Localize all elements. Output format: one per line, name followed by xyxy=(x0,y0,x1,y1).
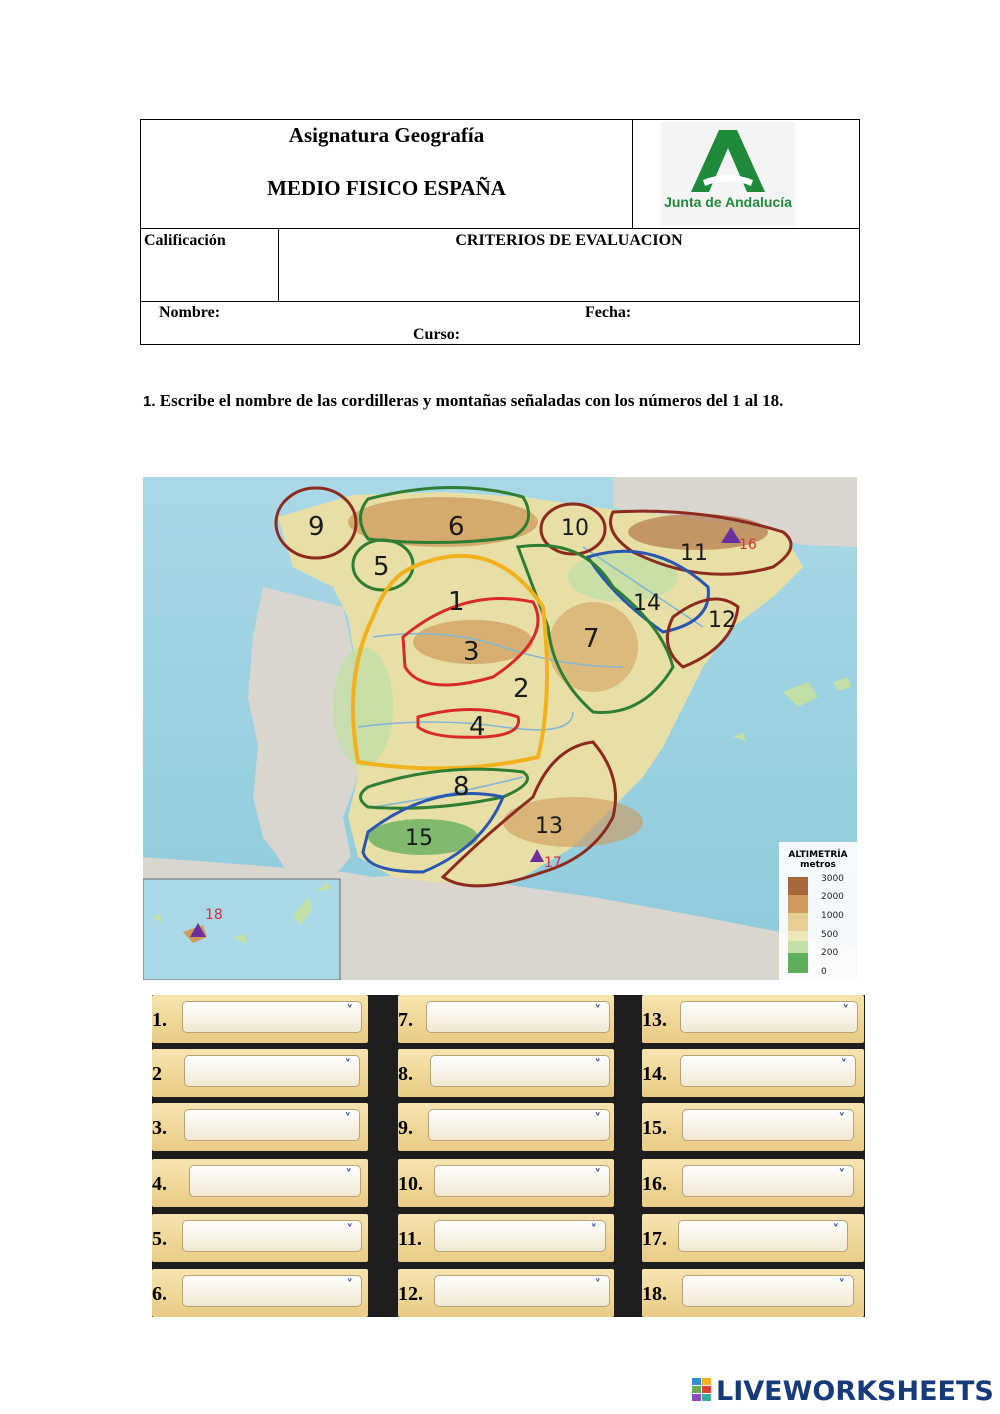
criteria-label: CRITERIOS DE EVALUACION xyxy=(455,232,683,249)
course-label: Curso: xyxy=(413,326,461,343)
spain-relief-map xyxy=(143,477,857,980)
answer-14-dropdown[interactable] xyxy=(680,1055,856,1087)
answer-row-1 xyxy=(152,995,368,1043)
region-label: 15 xyxy=(405,826,433,851)
answer-row-5 xyxy=(152,1214,368,1262)
answer-row-13 xyxy=(642,995,864,1043)
answer-15-dropdown[interactable] xyxy=(682,1109,854,1141)
answer-number: 2 xyxy=(152,1063,162,1085)
worksheet-title: MEDIO FISICO ESPAÑA xyxy=(267,176,506,200)
junta-logo-icon xyxy=(689,128,767,194)
answer-number: 16. xyxy=(642,1173,667,1195)
answer-number: 8. xyxy=(398,1063,413,1085)
answer-row-16 xyxy=(642,1159,864,1207)
region-label: 6 xyxy=(448,512,465,542)
answer-number: 15. xyxy=(642,1117,667,1139)
answer-number: 14. xyxy=(642,1063,667,1085)
chevron-down-icon: ˅ xyxy=(594,1058,601,1073)
peak-label: 16 xyxy=(739,537,757,553)
legend-tick: 0 xyxy=(821,967,827,977)
chevron-down-icon: ˅ xyxy=(590,1223,597,1238)
title-cell xyxy=(141,120,633,228)
chevron-down-icon: ˅ xyxy=(346,1004,353,1019)
answer-number: 18. xyxy=(642,1283,667,1305)
legend-tick: 200 xyxy=(821,948,839,958)
chevron-down-icon: ˅ xyxy=(344,1112,351,1127)
liveworksheets-brand: LIVEWORKSHEETS xyxy=(716,1376,994,1407)
answer-13-dropdown[interactable] xyxy=(680,1001,858,1033)
chevron-down-icon: ˅ xyxy=(344,1058,351,1073)
answer-9-dropdown[interactable] xyxy=(428,1109,610,1141)
region-label: 14 xyxy=(633,591,661,616)
answer-row-12 xyxy=(398,1269,614,1317)
chevron-down-icon: ˅ xyxy=(842,1004,849,1019)
peak-label: 18 xyxy=(205,907,223,923)
answer-6-dropdown[interactable] xyxy=(182,1275,362,1307)
answer-number: 6. xyxy=(152,1283,167,1305)
answer-number: 12. xyxy=(398,1283,423,1305)
legend-swatch xyxy=(788,941,808,953)
chevron-down-icon: ˅ xyxy=(838,1168,845,1183)
question-1 xyxy=(143,390,863,413)
answer-3-dropdown[interactable] xyxy=(184,1109,360,1141)
answer-4-dropdown[interactable] xyxy=(189,1165,361,1197)
map-svg xyxy=(143,477,857,980)
answer-5-dropdown[interactable] xyxy=(182,1220,362,1252)
answer-row-2 xyxy=(152,1049,368,1097)
answer-10-dropdown[interactable] xyxy=(434,1165,610,1197)
answer-row-11 xyxy=(398,1214,614,1262)
answer-row-4 xyxy=(152,1159,368,1207)
date-label: Fecha: xyxy=(585,304,632,321)
grade-cell xyxy=(141,228,279,301)
region-label: 7 xyxy=(583,624,600,654)
region-label: 13 xyxy=(535,814,563,839)
region-label: 12 xyxy=(708,608,736,633)
answer-number: 11. xyxy=(398,1228,422,1250)
legend-tick: 1000 xyxy=(821,911,844,921)
answer-number: 1. xyxy=(152,1009,167,1031)
answer-number: 7. xyxy=(398,1009,413,1031)
region-label: 3 xyxy=(463,637,480,667)
region-label: 8 xyxy=(453,772,470,802)
legend-swatch xyxy=(788,931,808,941)
legend-tick: 500 xyxy=(821,930,839,940)
answer-number: 3. xyxy=(152,1117,167,1139)
region-label: 1 xyxy=(448,587,465,617)
answer-16-dropdown[interactable] xyxy=(682,1165,854,1197)
legend-title: ALTIMETRÍA xyxy=(788,850,848,860)
header-row-title xyxy=(141,120,859,229)
region-label: 10 xyxy=(561,516,589,541)
answer-row-15 xyxy=(642,1103,864,1151)
answer-row-9 xyxy=(398,1103,614,1151)
answer-number: 17. xyxy=(642,1228,667,1250)
chevron-down-icon: ˅ xyxy=(838,1278,845,1293)
region-label: 2 xyxy=(513,674,530,704)
answer-row-10 xyxy=(398,1159,614,1207)
legend-swatch xyxy=(788,877,808,895)
legend-tick: 2000 xyxy=(821,892,844,902)
answer-number: 9. xyxy=(398,1117,413,1139)
chevron-down-icon: ˅ xyxy=(594,1112,601,1127)
altimetry-legend xyxy=(779,842,857,980)
legend-swatch xyxy=(788,953,808,973)
chevron-down-icon: ˅ xyxy=(594,1278,601,1293)
answer-row-3 xyxy=(152,1103,368,1151)
answer-18-dropdown[interactable] xyxy=(682,1275,854,1307)
answer-17-dropdown[interactable] xyxy=(678,1220,848,1252)
chevron-down-icon: ˅ xyxy=(594,1004,601,1019)
name-label: Nombre: xyxy=(159,304,221,321)
legend-unit: metros xyxy=(800,860,836,870)
chevron-down-icon: ˅ xyxy=(838,1112,845,1127)
question-text: Escribe el nombre de las cordilleras y montañas señaladas con los números del 1 al 18. xyxy=(159,391,784,410)
answer-row-14 xyxy=(642,1049,864,1097)
region-label: 4 xyxy=(469,712,486,742)
chevron-down-icon: ˅ xyxy=(594,1168,601,1183)
header-row-criteria xyxy=(141,228,859,302)
answer-11-dropdown[interactable] xyxy=(434,1220,606,1252)
answer-7-dropdown[interactable] xyxy=(426,1001,610,1033)
region-label: 5 xyxy=(373,552,390,582)
answer-row-7 xyxy=(398,995,614,1043)
question-number: 1. xyxy=(143,393,156,410)
answer-number: 10. xyxy=(398,1173,423,1195)
header-table xyxy=(140,119,860,345)
answer-1-dropdown[interactable] xyxy=(182,1001,362,1033)
chevron-down-icon: ˅ xyxy=(346,1223,353,1238)
liveworksheets-logo-icon xyxy=(692,1378,712,1402)
answer-2-dropdown[interactable] xyxy=(184,1055,360,1087)
grade-label: Calificación xyxy=(144,232,226,249)
chevron-down-icon: ˅ xyxy=(346,1278,353,1293)
answer-row-6 xyxy=(152,1269,368,1317)
peak-label: 17 xyxy=(544,855,562,871)
canary-inset xyxy=(143,879,340,980)
region-label: 9 xyxy=(308,512,325,542)
answer-row-8 xyxy=(398,1049,614,1097)
chevron-down-icon: ˅ xyxy=(832,1223,839,1238)
logo-text: Junta de Andalucía xyxy=(664,194,792,210)
legend-swatch xyxy=(788,895,808,913)
subject-title: Asignatura Geografía xyxy=(288,123,485,147)
answer-number: 5. xyxy=(152,1228,167,1250)
relief-west xyxy=(333,647,393,767)
legend-swatch xyxy=(788,913,808,931)
region-label: 11 xyxy=(680,541,708,566)
answer-row-17 xyxy=(642,1214,864,1262)
junta-logo xyxy=(661,122,795,226)
answer-12-dropdown[interactable] xyxy=(434,1275,610,1307)
answer-number: 4. xyxy=(152,1173,167,1195)
answer-grid xyxy=(152,995,865,1317)
answer-row-18 xyxy=(642,1269,864,1317)
legend-tick: 3000 xyxy=(821,874,844,884)
answer-number: 13. xyxy=(642,1009,667,1031)
chevron-down-icon: ˅ xyxy=(840,1058,847,1073)
answer-8-dropdown[interactable] xyxy=(430,1055,610,1087)
chevron-down-icon: ˅ xyxy=(345,1168,352,1183)
